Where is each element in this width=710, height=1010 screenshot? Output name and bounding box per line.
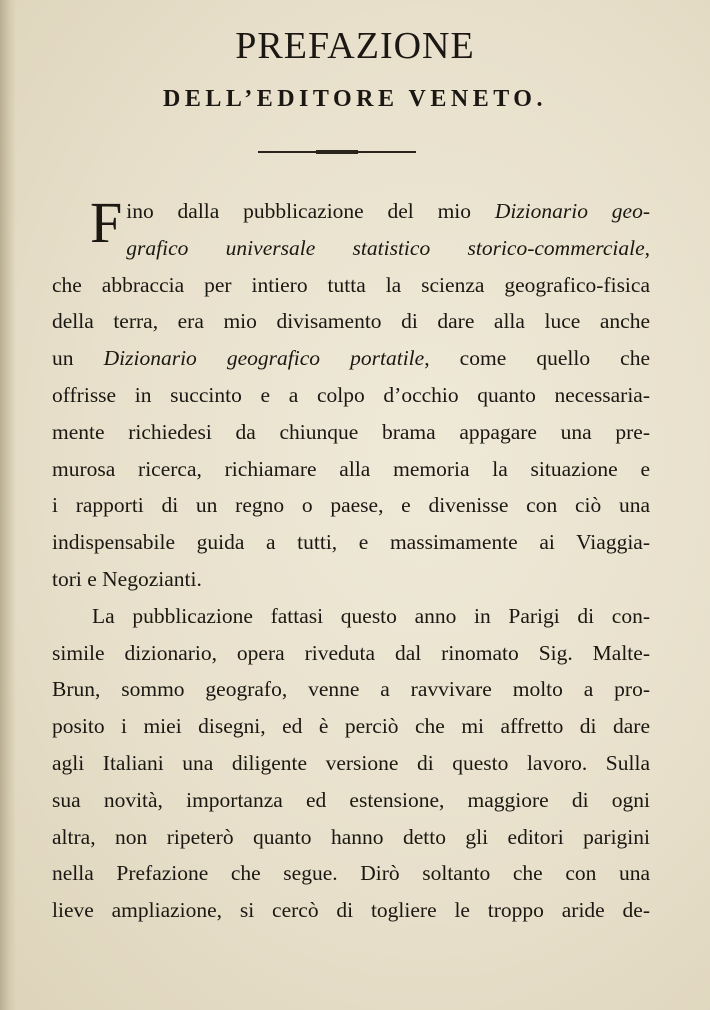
text-line: i rapporti di un regno o paese, e divenisse con ciò una xyxy=(52,493,650,518)
text-line: lieve ampliazione, si cercò di togliere le troppo aride de- xyxy=(52,898,650,923)
text-line xyxy=(52,193,650,230)
text-line: altra, non ripeterò quanto hanno detto gli editori parigini xyxy=(52,824,650,849)
text-line: posito i miei disegni, ed è perciò che mi affretto di dare xyxy=(52,714,650,739)
text-span: ino dalla pubblicazione del mio xyxy=(126,199,495,223)
page-gutter-shadow xyxy=(0,0,16,1010)
rule-center-ornament xyxy=(316,150,358,154)
text-line: simile dizionario, opera riveduta dal rinomato Sig. Malte- xyxy=(52,640,650,665)
drop-cap: F xyxy=(90,190,123,255)
text-line: mente richiedesi da chiunque brama appagare una pre- xyxy=(52,419,650,444)
text-line: agli Italiani una diligente versione di questo lavoro. Sulla xyxy=(52,750,650,775)
text-span: , xyxy=(644,235,650,260)
text-line: della terra, era mio divisamento di dare alla luce anche xyxy=(52,309,650,334)
text-line xyxy=(52,230,650,267)
text-line: che abbraccia per intiero tutta la scienza geografico-fisica xyxy=(52,272,650,297)
text-line: La pubblicazione fattasi questo anno in Parigi di con- xyxy=(92,603,650,628)
text-line: offrisse in succinto e a colpo d’occhio quanto necessaria- xyxy=(52,382,650,407)
text-span: , come quello che xyxy=(424,346,651,371)
text-line: indispensabile guida a tutti, e massimamente ai Viaggia- xyxy=(52,530,650,555)
ornamental-rule xyxy=(258,150,416,154)
text-line: tori e Negozianti. xyxy=(52,566,202,591)
text-line xyxy=(52,340,650,377)
page-subtitle: DELL’EDITORE VENETO. xyxy=(163,86,547,112)
italic-title: Dizionario geografico portatile xyxy=(103,346,425,371)
paragraph-1 xyxy=(52,190,651,598)
text-line: murosa ricerca, richiamare alla memoria la situazione e xyxy=(52,456,650,481)
page-title: PREFAZIONE xyxy=(235,25,475,67)
paragraph-2 xyxy=(52,598,650,929)
text-line: sua novità, importanza ed estensione, maggiore di ogni xyxy=(52,787,650,812)
body-text xyxy=(52,190,651,929)
text-line: nella Prefazione che segue. Dirò soltanto che con una xyxy=(52,861,650,886)
italic-title: Dizionario geo- xyxy=(494,199,650,223)
italic-title: grafico universale statistico storico-commerciale xyxy=(126,235,645,260)
text-line: Brun, sommo geografo, venne a ravvivare molto a pro- xyxy=(52,677,650,702)
text-span: un xyxy=(52,346,104,371)
